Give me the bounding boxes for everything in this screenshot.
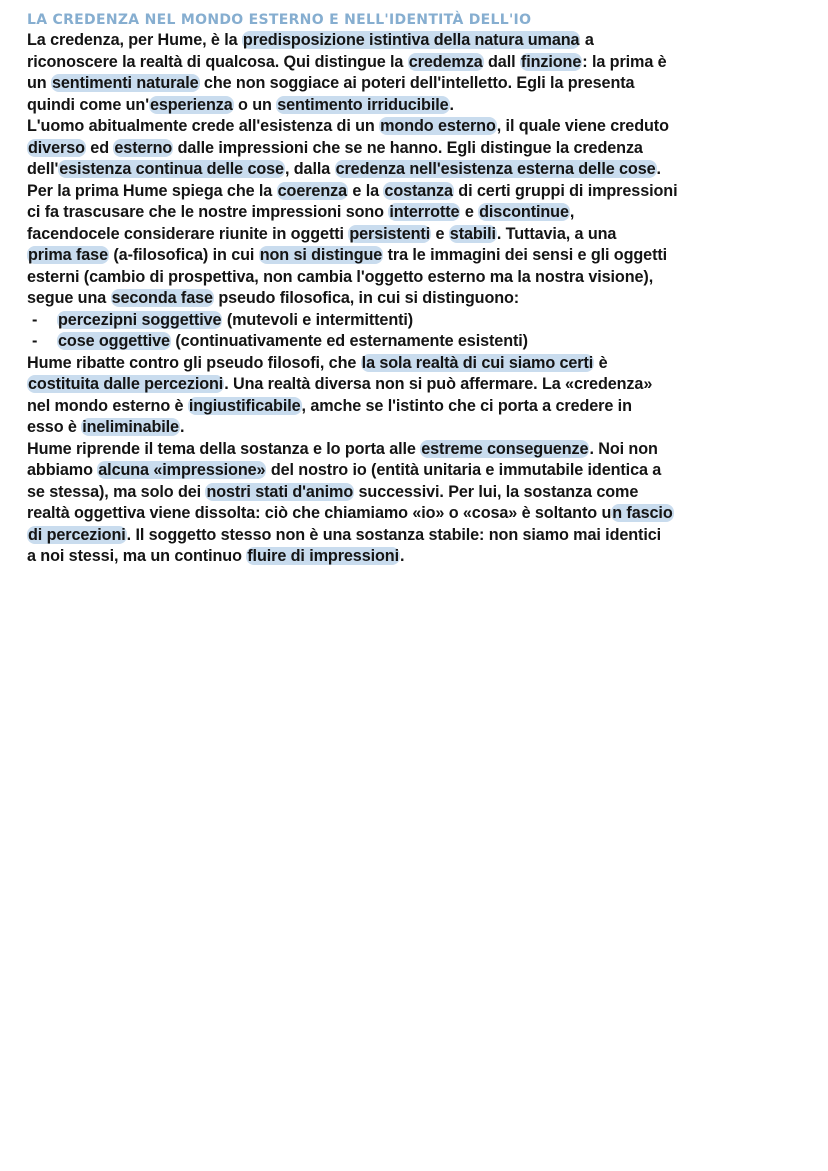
highlighted-text: esistenza continua delle cose xyxy=(59,160,284,178)
text-line xyxy=(27,224,807,246)
highlighted-text: diverso xyxy=(28,138,85,157)
text-segment: è xyxy=(594,353,608,372)
bullet-line xyxy=(27,310,807,332)
text-line xyxy=(27,30,807,52)
text-segment: (a-filosofica) in cui xyxy=(108,246,259,264)
highlighted-text: cose oggettive xyxy=(58,332,170,350)
highlighted-text: predisposizione istintiva della natura umana xyxy=(242,31,580,49)
highlighted-text: fluire di impressioni xyxy=(247,547,399,565)
bullet-text xyxy=(57,331,528,353)
highlighted-text: finzione xyxy=(520,52,582,71)
text-segment: . xyxy=(449,95,454,114)
text-line xyxy=(27,374,807,396)
text-segment: realtà oggettiva viene dissolta: ciò che chiamiamo «io» o «cosa» è soltanto u xyxy=(27,504,612,522)
text-segment: un xyxy=(27,74,51,92)
text-segment: . Tuttavia, a una xyxy=(496,224,617,243)
text-segment: e xyxy=(431,224,449,243)
highlighted-text: sentimenti naturale xyxy=(51,74,199,92)
highlighted-text: n fascio xyxy=(612,504,673,522)
text-line xyxy=(27,288,807,310)
text-segment: tra le immagini dei sensi e gli oggetti xyxy=(383,246,668,264)
text-line xyxy=(27,482,807,504)
highlighted-text: ingiustificabile xyxy=(188,396,301,415)
highlighted-text: costituita dalle percezioni xyxy=(28,375,224,393)
highlighted-text: di percezioni xyxy=(28,525,126,544)
text-line xyxy=(27,95,807,117)
highlighted-text: la sola realtà di cui siamo certi xyxy=(361,353,594,372)
highlighted-text: costanza xyxy=(384,181,453,200)
text-segment: . Una realtà diversa non si può affermare. La «credenza» xyxy=(224,375,653,393)
text-line xyxy=(27,439,807,461)
highlighted-text: estreme conseguenze xyxy=(421,439,589,458)
text-line xyxy=(27,245,807,267)
text-segment: se stessa), ma solo dei xyxy=(27,482,206,501)
highlighted-text: persistenti xyxy=(349,224,431,243)
bullet-text xyxy=(57,310,413,332)
text-segment: dalle impressioni che se ne hanno. Egli distingue la credenza xyxy=(173,138,643,157)
text-segment: Hume riprende il tema della sostanza e lo porta alle xyxy=(27,439,421,458)
text-segment: . xyxy=(179,418,185,436)
text-segment: Per la prima Hume spiega che la xyxy=(27,181,277,200)
text-segment: (mutevoli e intermittenti) xyxy=(222,310,414,329)
text-segment: di certi gruppi di impressioni xyxy=(453,181,678,200)
bullet-dash: - xyxy=(32,332,38,350)
highlighted-text: credemza xyxy=(408,52,483,71)
text-segment: . xyxy=(656,160,661,178)
text-line xyxy=(27,159,807,181)
text-line xyxy=(27,353,807,375)
text-segment: ed xyxy=(85,138,114,157)
text-segment: segue una xyxy=(27,289,111,307)
text-line xyxy=(27,460,807,482)
highlighted-text: credenza nell'esistenza esterna delle cose xyxy=(335,160,656,178)
text-segment: a xyxy=(580,31,594,49)
highlighted-text: non si distingue xyxy=(259,246,383,264)
highlighted-text: prima fase xyxy=(28,246,108,264)
notes-page xyxy=(27,10,807,568)
text-line xyxy=(27,267,807,289)
text-line xyxy=(27,525,807,547)
text-line xyxy=(27,116,807,138)
text-line xyxy=(27,202,807,224)
text-line xyxy=(27,138,807,160)
text-segment: Hume ribatte contro gli pseudo filosofi, che xyxy=(27,353,361,372)
text-line xyxy=(27,546,807,568)
text-segment: ci fa trascusare che le nostre impressioni sono xyxy=(27,203,389,221)
text-line xyxy=(27,181,807,203)
highlighted-text: ineliminabile xyxy=(82,418,179,436)
text-segment: nel mondo esterno è xyxy=(27,396,188,415)
text-segment: e xyxy=(460,203,479,221)
highlighted-text: coerenza xyxy=(277,181,348,200)
text-segment: o un xyxy=(233,95,277,114)
text-segment: esterni (cambio di prospettiva, non cambia l'oggetto esterno ma la nostra visione), xyxy=(27,267,654,286)
highlighted-text: alcuna «impressione» xyxy=(98,461,266,479)
text-segment: che non soggiace ai poteri dell'intelletto. Egli la presenta xyxy=(199,74,635,92)
text-segment: . Noi non xyxy=(589,439,658,458)
text-line xyxy=(27,417,807,439)
highlighted-text: interrotte xyxy=(389,203,460,221)
text-segment: dall xyxy=(483,52,520,71)
text-segment: La credenza, per Hume, è la xyxy=(27,31,242,49)
highlighted-text: seconda fase xyxy=(111,289,213,307)
text-segment: (continuativamente ed esternamente esistenti) xyxy=(170,332,528,350)
highlighted-text: sentimento irriducibile xyxy=(277,95,449,114)
highlighted-text: mondo esterno xyxy=(380,117,496,135)
bullet-dash: - xyxy=(32,310,38,329)
bullet-line xyxy=(27,331,807,353)
highlighted-text: percezipni soggettive xyxy=(58,310,222,329)
text-segment: , dalla xyxy=(284,160,335,178)
text-segment: esso è xyxy=(27,418,82,436)
page-title: LA CREDENZA NEL MONDO ESTERNO E NELL'IDENTITÀ DELL'IO xyxy=(27,12,532,28)
text-segment: pseudo filosofica, in cui si distinguono: xyxy=(213,289,520,307)
text-segment: abbiamo xyxy=(27,461,98,479)
text-segment: , amche se l'istinto che ci porta a credere in xyxy=(301,396,632,415)
highlighted-text: esterno xyxy=(114,138,173,157)
text-segment: . xyxy=(399,547,405,565)
text-line xyxy=(27,52,807,74)
text-segment: quindi come un' xyxy=(27,95,149,114)
text-line xyxy=(27,503,807,525)
highlighted-text: esperienza xyxy=(149,95,233,114)
body-text xyxy=(27,30,807,568)
highlighted-text: discontinue xyxy=(479,203,569,221)
text-segment: , il quale viene creduto xyxy=(496,117,669,135)
text-segment: successivi. Per lui, la sostanza come xyxy=(354,482,639,501)
text-segment: . Il soggetto stesso non è una sostanza stabile: non siamo mai identici xyxy=(126,525,662,544)
text-segment: riconoscere la realtà di qualcosa. Qui distingue la xyxy=(27,52,408,71)
text-segment: facendocele considerare riunite in oggetti xyxy=(27,224,349,243)
text-segment: , xyxy=(569,203,575,221)
text-line xyxy=(27,396,807,418)
highlighted-text: nostri stati d'animo xyxy=(206,482,354,501)
text-segment: a noi stessi, ma un continuo xyxy=(27,547,247,565)
text-line xyxy=(27,73,807,95)
text-segment: L'uomo abitualmente crede all'esistenza di un xyxy=(27,117,380,135)
text-segment: dell' xyxy=(27,160,59,178)
text-segment: : la prima è xyxy=(582,52,667,71)
text-segment: del nostro io (entità unitaria e immutabile identica a xyxy=(266,461,662,479)
text-segment: e la xyxy=(348,181,384,200)
highlighted-text: stabili xyxy=(449,224,496,243)
